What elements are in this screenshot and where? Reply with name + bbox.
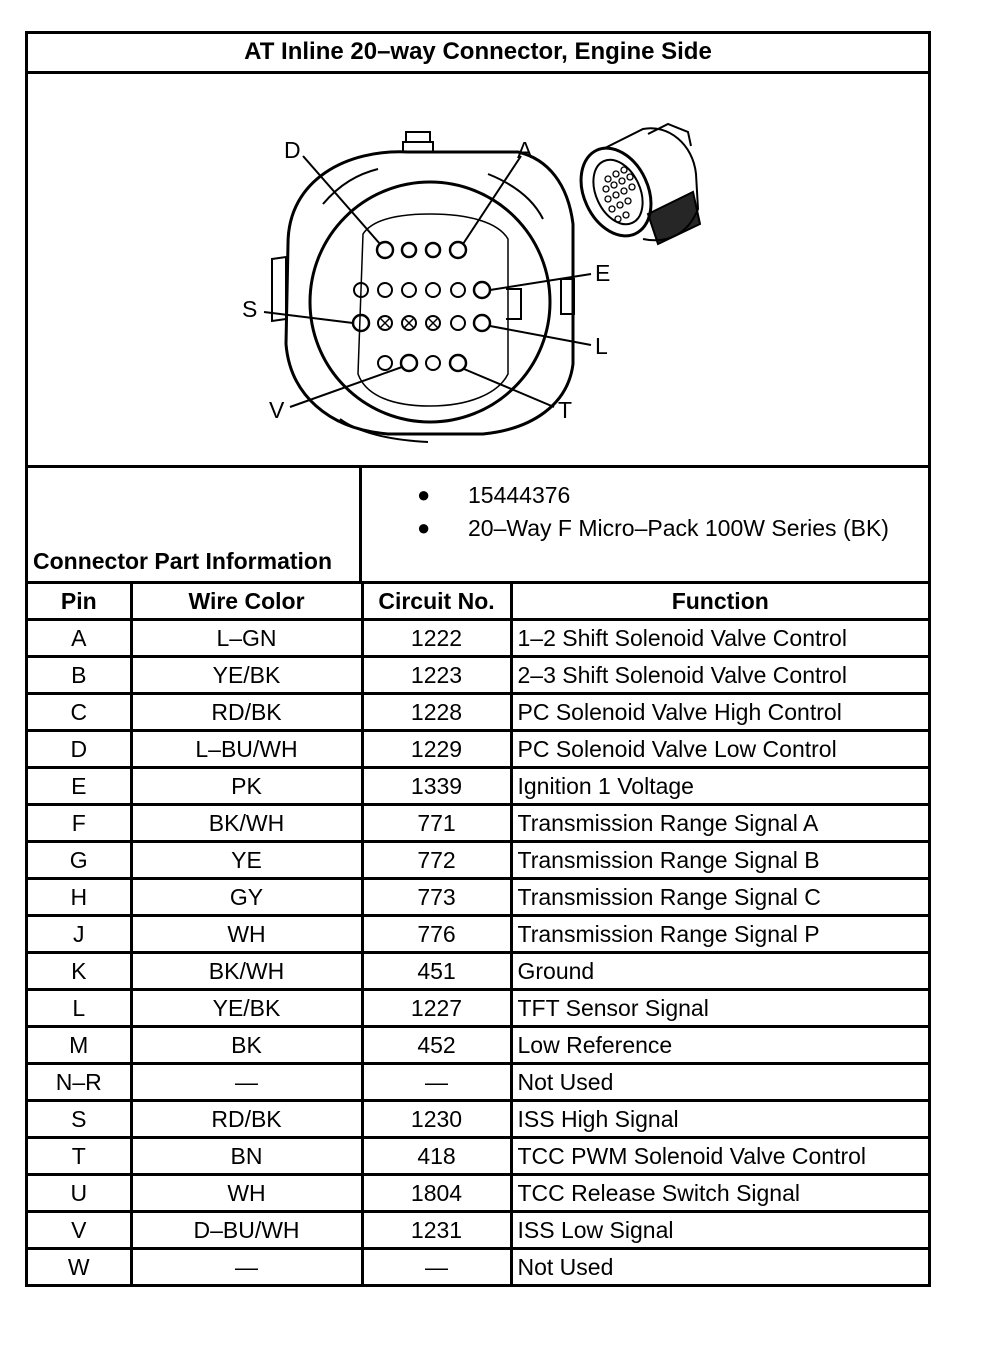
table-header-row	[28, 584, 928, 620]
pin-cell: S	[28, 1101, 131, 1138]
table-row	[28, 953, 928, 990]
label-T: T	[558, 397, 573, 423]
table-row	[28, 1101, 928, 1138]
pin-cell: J	[28, 916, 131, 953]
wire-color-cell: D–BU/WH	[131, 1212, 362, 1249]
function-cell: Low Reference	[511, 1027, 928, 1064]
table-row	[28, 805, 928, 842]
circuit-no-cell: 1223	[362, 657, 511, 694]
part-number: 15444376	[468, 482, 571, 508]
wire-color-cell: BN	[131, 1138, 362, 1175]
pin-cell: U	[28, 1175, 131, 1212]
circuit-no-cell: 452	[362, 1027, 511, 1064]
pin-cell: D	[28, 731, 131, 768]
pin-E	[474, 282, 490, 298]
wire-color-cell: L–GN	[131, 620, 362, 657]
wire-color-cell: YE/BK	[131, 657, 362, 694]
function-cell: TFT Sensor Signal	[511, 990, 928, 1027]
table-row	[28, 731, 928, 768]
label-E: E	[595, 260, 611, 286]
wire-color-cell: L–BU/WH	[131, 731, 362, 768]
part-info-list	[362, 468, 928, 581]
function-cell: PC Solenoid Valve Low Control	[511, 731, 928, 768]
circuit-no-cell: 1227	[362, 990, 511, 1027]
table-row	[28, 1212, 928, 1249]
wire-color-cell: BK/WH	[131, 805, 362, 842]
table-row	[28, 1138, 928, 1175]
wire-color-cell: WH	[131, 1175, 362, 1212]
sheet-title: AT Inline 20–way Connector, Engine Side	[28, 34, 928, 74]
part-info-label-cell	[28, 468, 362, 581]
pin-cell: L	[28, 990, 131, 1027]
pinout-table-body	[28, 620, 928, 1285]
pin-A	[450, 242, 466, 258]
label-D: D	[284, 137, 301, 163]
pin-V	[401, 355, 417, 371]
table-row	[28, 694, 928, 731]
table-row	[28, 768, 928, 805]
function-cell: TCC Release Switch Signal	[511, 1175, 928, 1212]
circuit-no-cell: 1339	[362, 768, 511, 805]
table-row	[28, 657, 928, 694]
pin-cell: G	[28, 842, 131, 879]
function-cell: PC Solenoid Valve High Control	[511, 694, 928, 731]
pin-row-1	[377, 242, 466, 258]
function-cell: ISS Low Signal	[511, 1212, 928, 1249]
pin-L	[474, 315, 490, 331]
header-function: Function	[511, 584, 928, 620]
function-cell: Transmission Range Signal A	[511, 805, 928, 842]
pin-cell: W	[28, 1249, 131, 1285]
circuit-no-cell: 771	[362, 805, 511, 842]
pin-cell: K	[28, 953, 131, 990]
circuit-no-cell: 418	[362, 1138, 511, 1175]
pin-cell: M	[28, 1027, 131, 1064]
pinout-table	[28, 584, 928, 1284]
function-cell: Ignition 1 Voltage	[511, 768, 928, 805]
pin-cell: T	[28, 1138, 131, 1175]
circuit-no-cell: —	[362, 1249, 511, 1285]
wire-color-cell: —	[131, 1249, 362, 1285]
label-L: L	[595, 333, 608, 359]
wire-color-cell: WH	[131, 916, 362, 953]
circuit-no-cell: 1231	[362, 1212, 511, 1249]
table-row	[28, 1027, 928, 1064]
circuit-no-cell: 1228	[362, 694, 511, 731]
connector-description: 20–Way F Micro–Pack 100W Series (BK)	[468, 515, 889, 541]
circuit-no-cell: 1222	[362, 620, 511, 657]
wire-color-cell: YE/BK	[131, 990, 362, 1027]
bullet-icon: ●	[417, 482, 431, 507]
circuit-no-cell: 772	[362, 842, 511, 879]
table-row	[28, 1064, 928, 1101]
table-row	[28, 1249, 928, 1285]
connector-face-drawing	[28, 74, 928, 465]
table-row	[28, 1175, 928, 1212]
wire-color-cell: —	[131, 1064, 362, 1101]
pin-T	[450, 355, 466, 371]
wire-color-cell: BK	[131, 1027, 362, 1064]
pin-cell: A	[28, 620, 131, 657]
table-row	[28, 842, 928, 879]
connector-photo-illustration	[568, 124, 700, 247]
connector-diagram	[28, 74, 928, 468]
circuit-no-cell: —	[362, 1064, 511, 1101]
part-info-label: Connector Part Information	[33, 548, 333, 574]
function-cell: Transmission Range Signal C	[511, 879, 928, 916]
circuit-no-cell: 1804	[362, 1175, 511, 1212]
header-circuit-no: Circuit No.	[362, 584, 511, 620]
label-V: V	[269, 397, 285, 423]
connector-part-information	[28, 468, 928, 584]
pin-cell: H	[28, 879, 131, 916]
function-cell: Transmission Range Signal B	[511, 842, 928, 879]
pin-row-3	[353, 315, 490, 331]
wire-color-cell: RD/BK	[131, 694, 362, 731]
part-info-item	[362, 513, 928, 543]
circuit-no-cell: 773	[362, 879, 511, 916]
wire-color-cell: GY	[131, 879, 362, 916]
table-row	[28, 990, 928, 1027]
circuit-no-cell: 776	[362, 916, 511, 953]
table-row	[28, 879, 928, 916]
function-cell: Transmission Range Signal P	[511, 916, 928, 953]
wire-color-cell: PK	[131, 768, 362, 805]
header-pin: Pin	[28, 584, 131, 620]
table-row	[28, 620, 928, 657]
pin-cell: C	[28, 694, 131, 731]
function-cell: 1–2 Shift Solenoid Valve Control	[511, 620, 928, 657]
circuit-no-cell: 1229	[362, 731, 511, 768]
wire-color-cell: BK/WH	[131, 953, 362, 990]
function-cell: ISS High Signal	[511, 1101, 928, 1138]
connector-sheet	[25, 31, 931, 1287]
wire-color-cell: RD/BK	[131, 1101, 362, 1138]
pin-cell: F	[28, 805, 131, 842]
bullet-icon: ●	[417, 515, 431, 540]
header-wire-color: Wire Color	[131, 584, 362, 620]
label-A: A	[517, 137, 533, 163]
label-S: S	[242, 296, 258, 322]
circuit-no-cell: 1230	[362, 1101, 511, 1138]
function-cell: Not Used	[511, 1249, 928, 1285]
wire-color-cell: YE	[131, 842, 362, 879]
pin-cell: V	[28, 1212, 131, 1249]
pin-cell: B	[28, 657, 131, 694]
pin-row-2	[354, 282, 490, 298]
pin-S	[353, 315, 369, 331]
pin-cell: E	[28, 768, 131, 805]
part-info-item	[362, 480, 928, 510]
function-cell: Not Used	[511, 1064, 928, 1101]
function-cell: Ground	[511, 953, 928, 990]
table-row	[28, 916, 928, 953]
function-cell: 2–3 Shift Solenoid Valve Control	[511, 657, 928, 694]
circuit-no-cell: 451	[362, 953, 511, 990]
pin-row-4	[378, 355, 466, 371]
pin-cell: N–R	[28, 1064, 131, 1101]
function-cell: TCC PWM Solenoid Valve Control	[511, 1138, 928, 1175]
